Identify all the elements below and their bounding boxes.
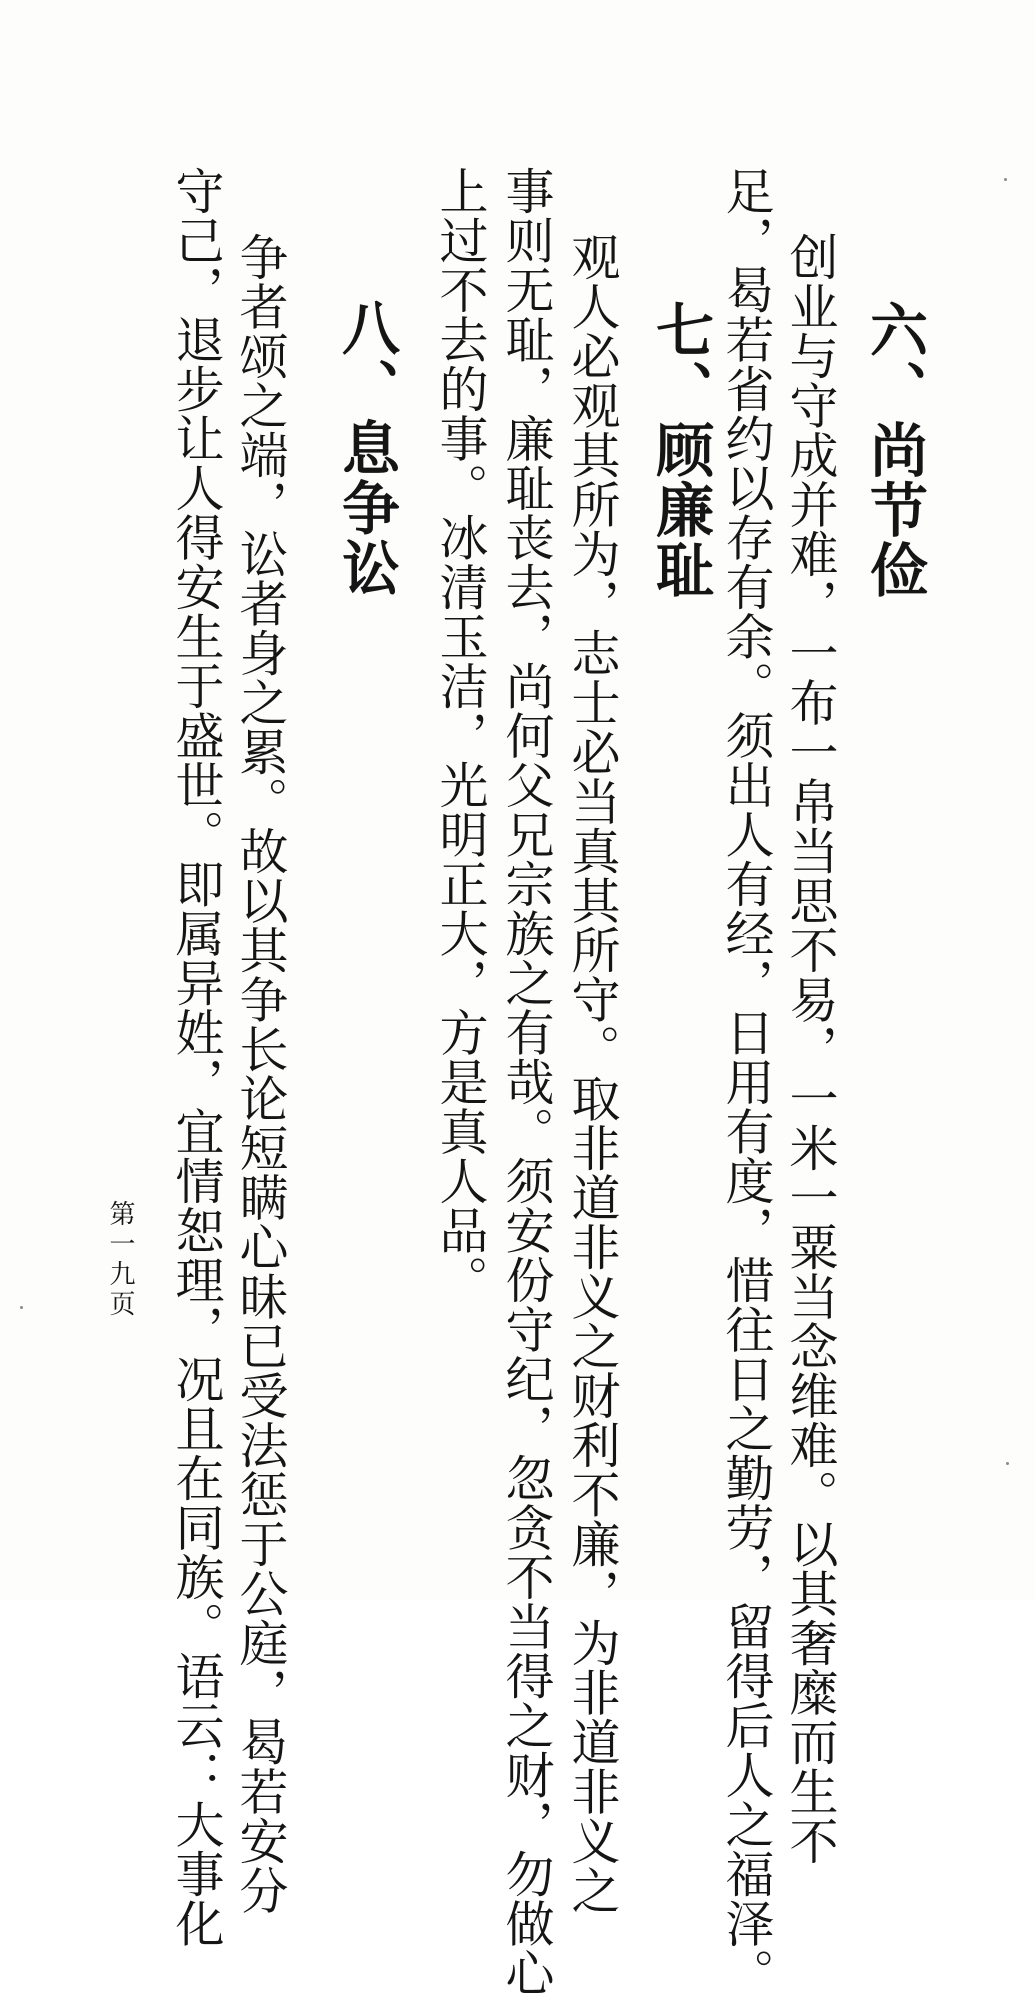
scan-speck [20, 1306, 23, 1309]
section-7-line-3: 上过不去的事。冰清玉洁，光明正大，方是真人品。 [432, 166, 489, 1305]
section-7-line-1: 观人必观其所为，志士必当真其所守。取非道非义之财利不廉，为非道非义之 [564, 232, 621, 1915]
scan-speck [1004, 178, 1007, 181]
section-6-line-1: 创业与守成并难，一布一帛当思不易，一米一粟当念维难。以其奢糜而生不 [782, 232, 839, 1866]
section-7-heading: 七、顾廉耻 [646, 300, 714, 600]
section-7-line-2: 事则无耻，廉耻丧去，尚何父兄宗族之有哉。须安份守纪，忽贪不当得之财，勿做心 [498, 166, 555, 1998]
section-8-heading: 八、息争讼 [332, 298, 400, 598]
page-number: 第一九页 [105, 1200, 135, 1320]
section-8-line-1: 争者颂之端，讼者身之累。故以其争长论短瞒心昧已受法惩于公庭，曷若安分 [232, 232, 289, 1915]
section-6-line-2: 足，曷若省约以存有余。须出人有经，日用有度，惜往日之勤劳，留得后人之福泽。 [718, 166, 775, 1998]
section-6-heading: 六、尚节俭 [860, 300, 928, 600]
section-8-line-2: 守己，退步让人得安生于盛世。即属异姓，宜情恕理，况且在同族。语云：大事化 [168, 166, 225, 1948]
scan-speck [1006, 1462, 1009, 1465]
